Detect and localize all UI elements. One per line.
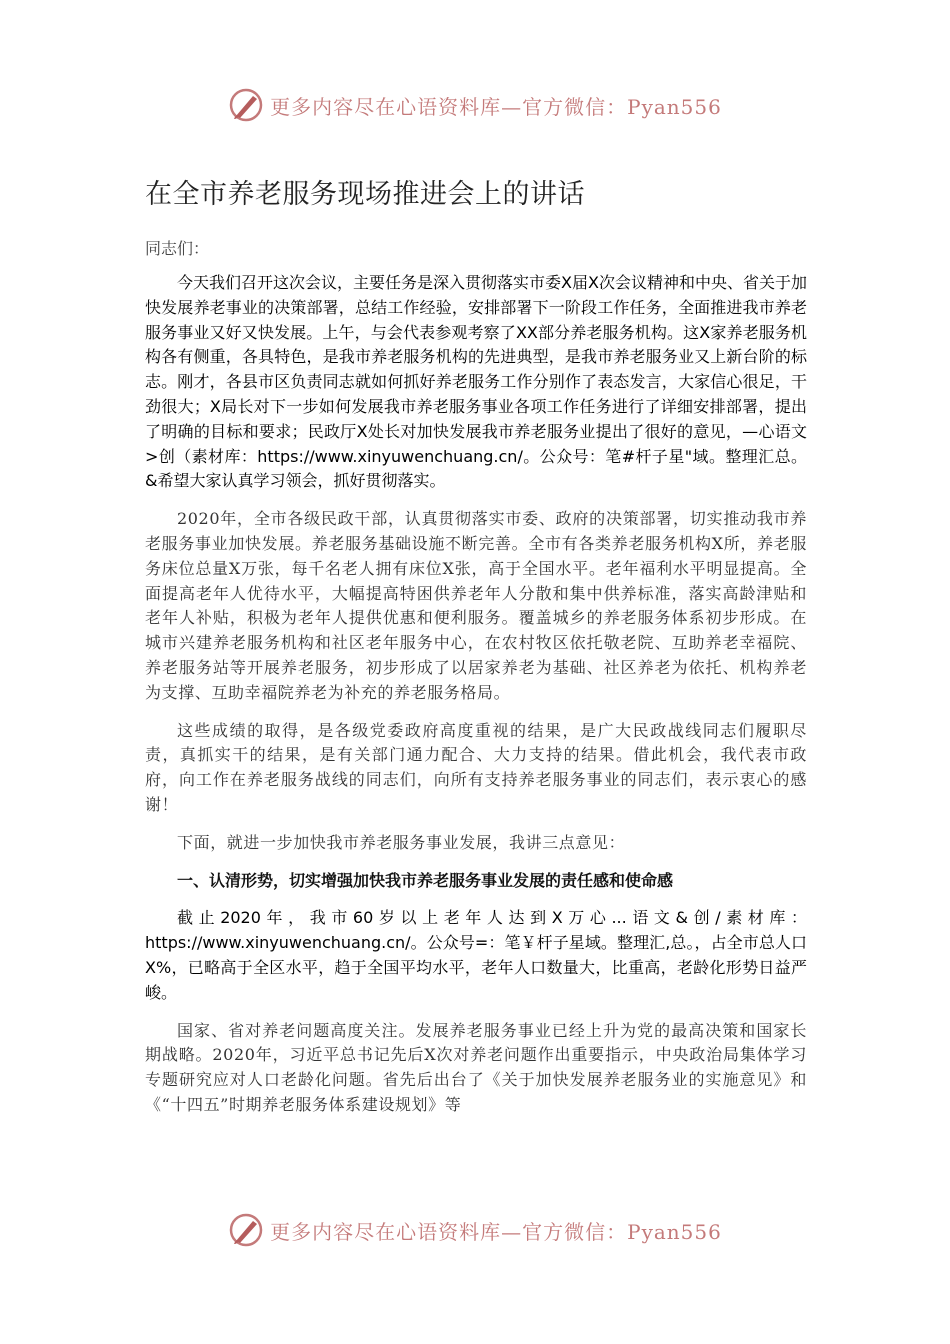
paragraph-transition: 下面，就进一步加快我市养老服务事业发展，我讲三点意见：: [177, 832, 626, 852]
paragraph-achievements: 2020年，全市各级民政干部，认真贯彻落实市委、政府的决策部署，切实推动我市养老服务事业加快发展。养老服务基础设施不断完善。全市有各类养老服务机构X所，养老服务床位总量X万张，每千名老人拥有床位X张，高于全国水平。老年福利水平明显提高。全面提高老年人优待水平，大幅提高特困供养老年人分散和集中供养标准，落实高龄津贴和老年人补贴，积极为老年人提供优惠和便利服务。覆盖城乡的养老服务体系初步形成。在城市兴建养老服务机构和社区老年服务中心，在农村牧区依托敬老院、互助养老幸福院、养老服务站等开展养老服务，初步形成了以居家养老为基础、社区养老为依托、机构养老为支撑、互助幸福院养老为补充的养老服务格局。: [145, 509, 807, 702]
header-watermark-banner: [0, 85, 950, 125]
paragraph-thanks: 这些成绩的取得，是各级党委政府高度重视的结果，是广大民政战线同志们履职尽责，真抓实干的结果，是有关部门通力配合、大力支持的结果。借此机会，我代表市政府，向工作在养老服务战线的同志们，向所有支持养老服务事业的同志们，表示衷心的感谢！: [145, 720, 807, 814]
brush-logo-icon: [228, 87, 264, 123]
paragraph-aging-stats: 截止2020年，我市60岁以上老年人达到X万心...语文&创/素材库：https://www.xinyuwenchuang.cn/。公众号=：笔￥杆子星域。整理汇,总。，占全市总人口X%，已略高于全区水平，趋于全国平均水平，老年人口数量大，比重高，老龄化形势日益严峻。: [145, 908, 807, 1002]
paragraph-national-policy: 国家、省对养老问题高度关注。发展养老服务事业已经上升为党的最高决策和国家长期战略。2020年，习近平总书记先后X次对养老问题作出重要指示，中央政治局集体学习专题研究应对人口老龄化问题。省先后出台了《关于加快发展养老服务业的实施意见》和《“十四五”时期养老服务体系建设规划》等: [145, 1020, 807, 1114]
salutation: 同志们：: [145, 239, 210, 258]
footer-watermark-banner: [0, 1210, 950, 1250]
document-title: 在全市养老服务现场推进会上的讲话: [145, 179, 585, 210]
brush-logo-icon: [228, 1212, 264, 1248]
paragraph-intro: 今天我们召开这次会议，主要任务是深入贯彻落实市委X届X次会议精神和中央、省关于加快发展养老事业的决策部署，总结工作经验，安排部署下一阶段工作任务，全面推进我市养老服务事业又好又快发展。上午，与会代表参观考察了XX部分养老服务机构。这X家养老服务机构各有侧重，各具特色，是我市养老服务机构的先进典型，是我市养老服务业又上新台阶的标志。刚才，各县市区负责同志就如何抓好养老服务工作分别作了表态发言，大家信心很足，干劲很大；X局长对下一步如何发展我市养老服务事业各项工作任务进行了详细安排部署，提出了明确的目标和要求；民政厅X处长对加快发展我市养老服务业提出了很好的意见，—心语文>创（素材库：https://www.xinyuwenchuang.cn/。公众号：笔#杆子星"域。整理汇总。&希望大家认真学习领会，抓好贯彻落实。: [145, 273, 807, 491]
banner-text: 更多内容尽在心语资料库—官方微信：Pyan556: [270, 1219, 722, 1244]
document-body: [145, 175, 807, 1131]
banner-text: 更多内容尽在心语资料库—官方微信：Pyan556: [270, 94, 722, 119]
section-heading-1: 一、认清形势，切实增强加快我市养老服务事业发展的责任感和使命感: [177, 870, 674, 890]
